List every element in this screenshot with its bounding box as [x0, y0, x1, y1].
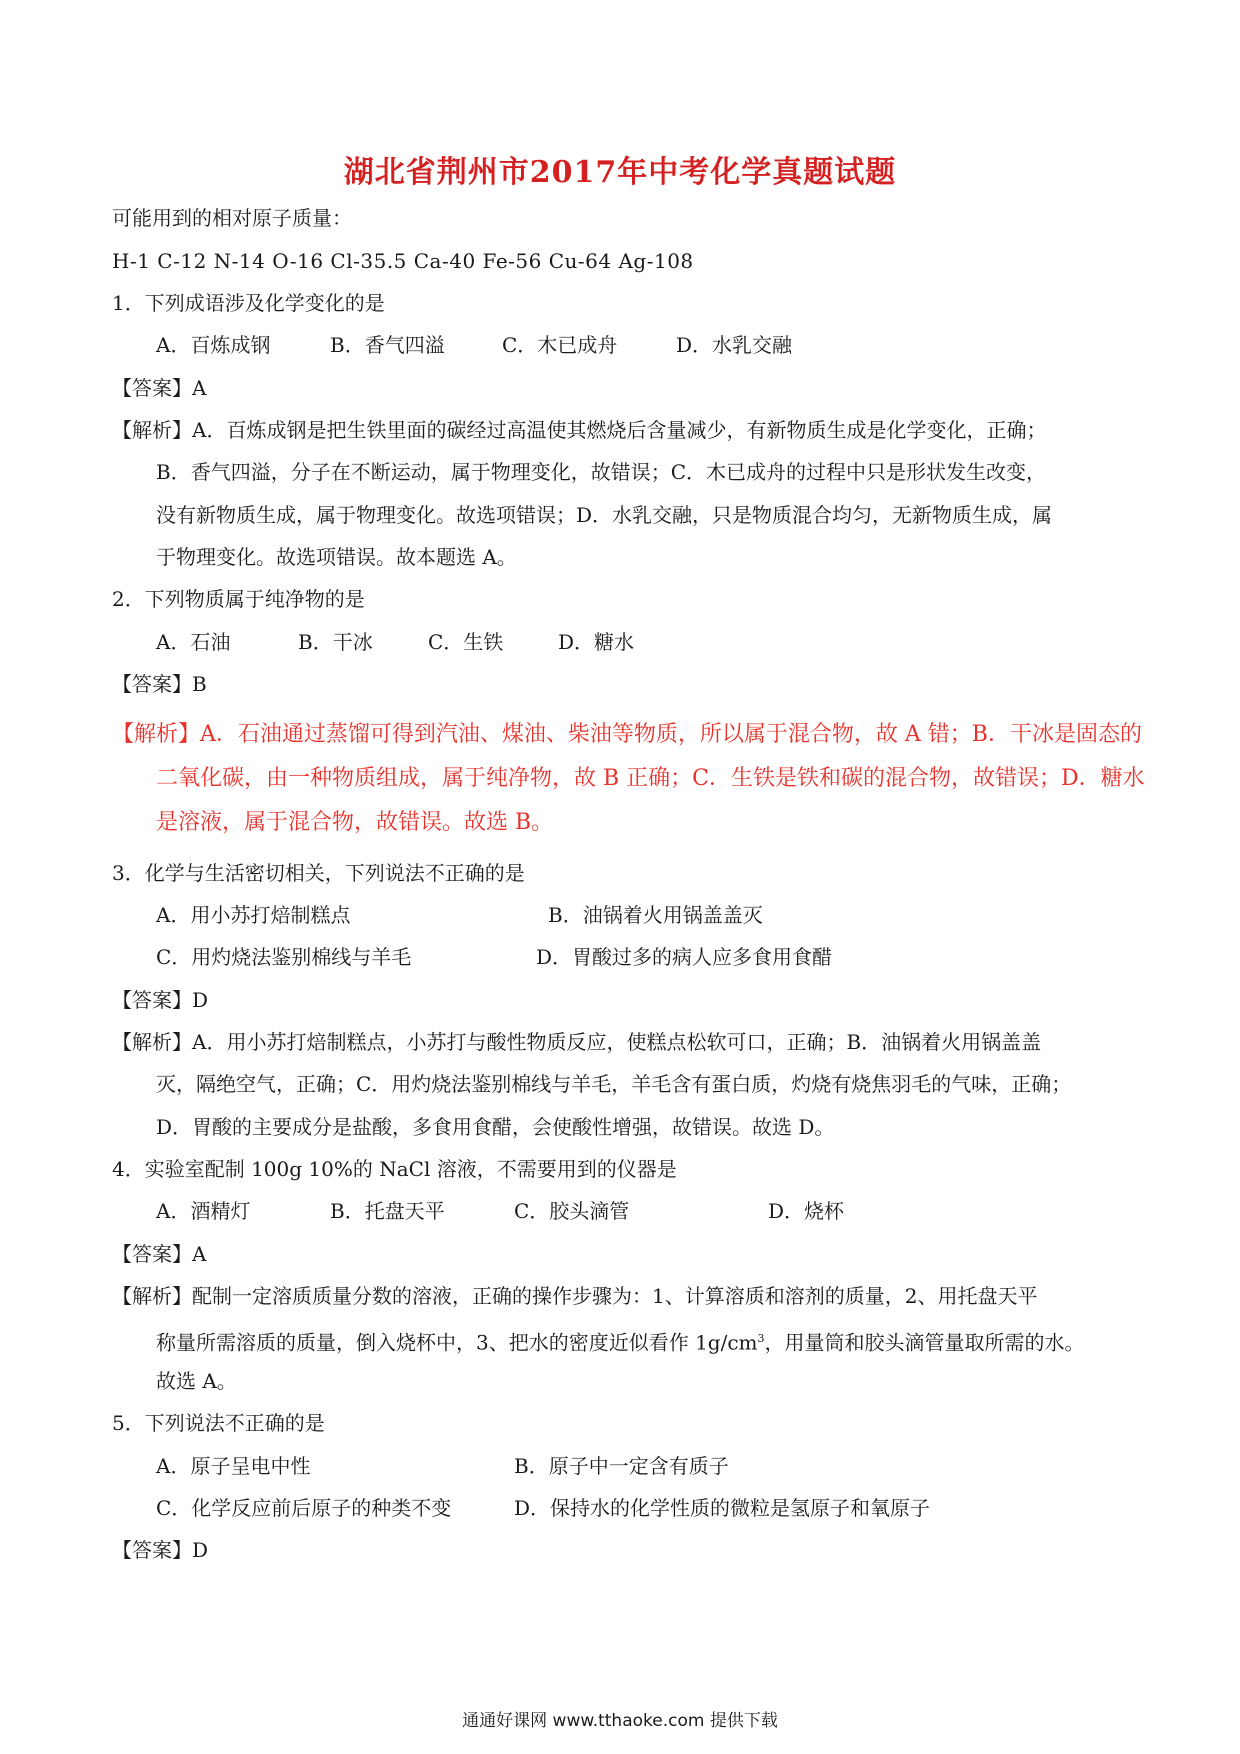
q5-option-b: B．原子中一定含有质子: [514, 1454, 729, 1478]
q1-option-c: C．木已成舟: [502, 333, 618, 357]
q1-option-a: A．百炼成钢: [156, 333, 271, 357]
answer-label: 【答案】: [112, 376, 192, 400]
q4-answer: [112, 1239, 206, 1269]
q1-analysis-text-1: A．百炼成钢是把生铁里面的碳经过高温使其燃烧后含量减少，有新物质生成是化学变化，正确；: [192, 418, 1047, 442]
q2-answer: [112, 669, 207, 699]
q4-option-c: C．胶头滴管: [514, 1199, 630, 1223]
q2-answer-value: B: [192, 672, 207, 696]
atomic-masses: H-1 C-12 N-14 O-16 Cl-35.5 Ca-40 Fe-56 Cu-64 Ag-108: [112, 249, 694, 273]
q5-option-c: C．化学反应前后原子的种类不变: [156, 1496, 452, 1520]
analysis-label: 【解析】: [112, 1030, 192, 1054]
q4-option-a: A．酒精灯: [156, 1199, 251, 1223]
q1-analysis-line-3: 没有新物质生成，属于物理变化。故选项错误；D．水乳交融，只是物质混合均匀，无新物质生成，属: [156, 503, 1053, 527]
q1-analysis-line-4: 于物理变化。故选项错误。故本题选 A。: [156, 545, 517, 569]
q4-option-d: D．烧杯: [768, 1199, 845, 1223]
q4-analysis-text-1: 配制一定溶质质量分数的溶液，正确的操作步骤为：1、计算溶质和溶剂的质量，2、用托盘天平: [192, 1284, 1038, 1308]
q5-answer-value: D: [192, 1538, 209, 1562]
q3-option-b: B．油锅着火用锅盖盖灭: [548, 903, 763, 927]
q4-option-b: B．托盘天平: [330, 1199, 445, 1223]
q2-option-c: C．生铁: [428, 630, 504, 654]
q4-analysis-line-1: [112, 1281, 1037, 1311]
q1-answer: [112, 373, 206, 403]
q1-option-b: B．香气四溢: [330, 333, 445, 357]
q3-answer: [112, 985, 208, 1015]
q2-analysis-line-2: 二氧化碳，由一种物质组成，属于纯净物，故 B 正确；C．生铁是铁和碳的混合物，故错误；D．糖水: [156, 766, 1145, 791]
answer-label: 【答案】: [112, 988, 192, 1012]
q5-option-a: A．原子呈电中性: [156, 1454, 311, 1478]
q3-option-a: A．用小苏打焙制糕点: [156, 903, 351, 927]
q3-analysis-text-1: A．用小苏打焙制糕点，小苏打与酸性物质反应，使糕点松软可口，正确；B．油锅着火用锅盖盖: [192, 1030, 1042, 1054]
q2-option-a: A．石油: [156, 630, 231, 654]
analysis-label: 【解析】: [112, 1284, 192, 1308]
q2-analysis-text-1: A．石油通过蒸馏可得到汽油、煤油、柴油等物质，所以属于混合物，故 A 错；B．干冰是固态的: [200, 722, 1142, 747]
q5-option-d: D．保持水的化学性质的微粒是氢原子和氧原子: [514, 1496, 931, 1520]
intro-text: 可能用到的相对原子质量：: [112, 206, 352, 230]
answer-label: 【答案】: [112, 1242, 192, 1266]
q4-answer-value: A: [192, 1242, 207, 1266]
q4-analysis-text-2b: ，用量筒和胶头滴管量取所需的水。: [764, 1330, 1085, 1355]
q4-stem: 4．实验室配制 100g 10%的 NaCl 溶液，不需要用到的仪器是: [112, 1157, 677, 1181]
q1-analysis-line-2: B．香气四溢，分子在不断运动，属于物理变化，故错误；C．木已成舟的过程中只是形状发生改变，: [156, 460, 1046, 484]
unit-exponent: 3: [757, 1332, 765, 1345]
page-title: 湖北省荆州市2017年中考化学真题试题: [343, 155, 897, 190]
q2-stem: 2．下列物质属于纯净物的是: [112, 587, 365, 611]
q4-analysis-text-2: 称量所需溶质的质量，倒入烧杯中，3、把水的密度近似看作 1g/cm: [156, 1330, 758, 1355]
q3-analysis-line-2: 灭，隔绝空气，正确；C．用灼烧法鉴别棉线与羊毛，羊毛含有蛋白质，灼烧有烧焦羽毛的气味，正确；: [156, 1072, 1072, 1096]
q5-stem: 5．下列说法不正确的是: [112, 1411, 325, 1435]
q3-option-c: C．用灼烧法鉴别棉线与羊毛: [156, 945, 412, 969]
q1-option-d: D．水乳交融: [676, 333, 793, 357]
q3-analysis-line-3: D．胃酸的主要成分是盐酸，多食用食醋，会使酸性增强，故错误。故选 D。: [156, 1115, 835, 1139]
q2-analysis-line-1: [112, 720, 1142, 750]
page-footer: 通通好课网 www.tthaoke.com 提供下载: [462, 1711, 778, 1731]
analysis-label: 【解析】: [112, 418, 192, 442]
q3-analysis-line-1: [112, 1027, 1041, 1057]
q2-analysis-line-3: 是溶液，属于混合物，故错误。故选 B。: [156, 810, 554, 835]
q5-answer: [112, 1535, 208, 1565]
analysis-label: 【解析】: [112, 722, 201, 747]
answer-label: 【答案】: [112, 1538, 192, 1562]
q3-answer-value: D: [192, 988, 209, 1012]
q3-option-d: D．胃酸过多的病人应多食用食醋: [536, 945, 833, 969]
q1-stem: 1．下列成语涉及化学变化的是: [112, 291, 385, 315]
q1-analysis-line-1: [112, 415, 1046, 445]
q3-stem: 3．化学与生活密切相关，下列说法不正确的是: [112, 861, 525, 885]
answer-label: 【答案】: [112, 672, 192, 696]
q2-option-d: D．糖水: [558, 630, 635, 654]
q1-answer-value: A: [192, 376, 207, 400]
q4-analysis-line-3: 故选 A。: [156, 1369, 237, 1393]
q4-analysis-line-2: [156, 1324, 1085, 1358]
q2-option-b: B．干冰: [298, 630, 373, 654]
